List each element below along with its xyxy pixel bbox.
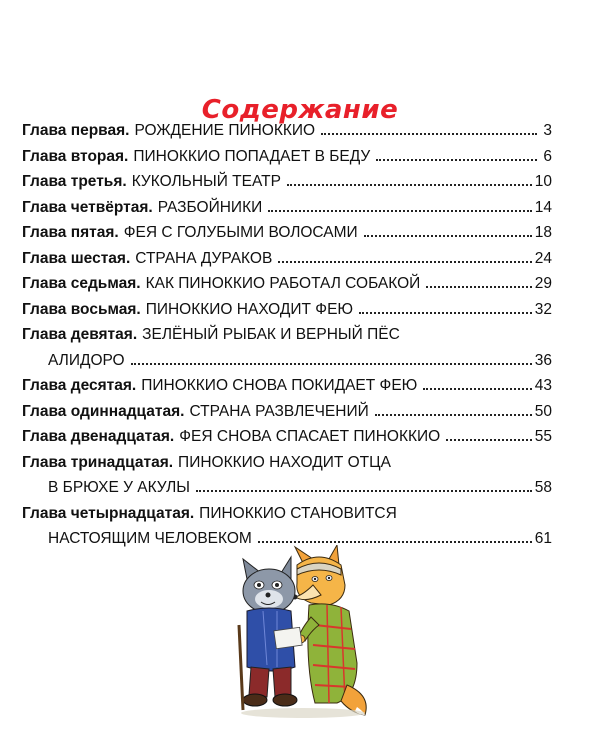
dot-leader (446, 439, 532, 441)
toc-entry (22, 450, 552, 476)
chapter-label: Глава тринадцатая. (22, 453, 174, 471)
dot-leader (287, 184, 532, 186)
dot-leader (376, 159, 537, 161)
dot-leader (321, 133, 537, 135)
toc-entry (22, 220, 552, 246)
chapter-page-number: 3 (543, 122, 552, 139)
chapter-page-number: 36 (534, 351, 552, 369)
dot-leader (268, 210, 532, 212)
dot-leader (131, 363, 532, 365)
chapter-title-continuation: В БРЮХЕ У АКУЛЫ (48, 479, 191, 496)
chapter-label: Глава двенадцатая. (22, 428, 175, 445)
chapter-page-number: 43 (534, 377, 552, 394)
chapter-title: СТРАНА РАЗВЛЕЧЕНИЙ (189, 402, 369, 420)
chapter-title-continuation: АЛИДОРО (48, 351, 125, 369)
toc-entry-continuation (22, 475, 552, 501)
chapter-page-number: 50 (534, 402, 552, 420)
fox-figure (293, 545, 367, 715)
dot-leader (258, 541, 532, 543)
toc-entry (22, 373, 552, 399)
chapter-label: Глава пятая. (22, 224, 119, 241)
chapter-label: Глава четырнадцатая. (22, 504, 195, 522)
chapter-title: ПИНОККИО НАХОДИТ ОТЦА (178, 453, 391, 471)
toc-entry (22, 169, 552, 195)
chapter-title: ПИНОККИО НАХОДИТ ФЕЮ (145, 300, 354, 318)
dot-leader (375, 414, 532, 416)
toc-entry (22, 297, 552, 323)
chapter-label: Глава восьмая. (22, 300, 141, 318)
toc-entry (22, 424, 552, 450)
chapter-page-number: 24 (534, 249, 552, 267)
chapter-title: КУКОЛЬНЫЙ ТЕАТР (131, 173, 281, 190)
chapter-label: Глава шестая. (22, 249, 131, 267)
chapter-page-number: 32 (534, 300, 552, 318)
toc-entry-continuation (22, 348, 552, 374)
illustration-svg (233, 545, 373, 720)
dot-leader (364, 235, 532, 237)
toc-entry (22, 246, 552, 272)
chapter-title: ЗЕЛЁНЫЙ РЫБАК И ВЕРНЫЙ ПЁС (142, 326, 400, 343)
toc-entry (22, 399, 552, 425)
chapter-page-number: 18 (534, 224, 552, 241)
chapter-title: ФЕЯ СНОВА СПАСАЕТ ПИНОККИО (179, 428, 441, 445)
chapter-title: РОЖДЕНИЕ ПИНОККИО (134, 122, 316, 139)
chapter-title: ПИНОККИО ПОПАДАЕТ В БЕДУ (133, 147, 371, 165)
chapter-label: Глава одиннадцатая. (22, 402, 185, 420)
chapter-page-number: 14 (534, 198, 552, 216)
table-of-contents (22, 118, 552, 552)
chapter-title: ПИНОККИО СТАНОВИТСЯ (199, 504, 397, 522)
chapter-label: Глава третья. (22, 173, 127, 190)
chapter-page-number: 10 (534, 173, 552, 190)
chapter-label: Глава вторая. (22, 147, 129, 165)
dot-leader (278, 261, 531, 263)
page-title: Содержание (201, 95, 399, 126)
chapter-title: ФЕЯ С ГОЛУБЫМИ ВОЛОСАМИ (123, 224, 358, 241)
chapter-title: ПИНОККИО СНОВА ПОКИДАЕТ ФЕЮ (141, 377, 418, 394)
chapter-title: РАЗБОЙНИКИ (157, 198, 263, 216)
chapter-label: Глава седьмая. (22, 275, 141, 292)
chapter-title: КАК ПИНОККИО РАБОТАЛ СОБАКОЙ (145, 275, 421, 292)
chapter-title-continuation: НАСТОЯЩИМ ЧЕЛОВЕКОМ (48, 530, 252, 547)
chapter-label: Глава десятая. (22, 377, 137, 394)
chapter-label: Глава девятая. (22, 326, 138, 343)
toc-entry (22, 501, 552, 527)
chapter-page-number: 6 (543, 147, 552, 165)
dot-leader (423, 388, 531, 390)
toc-entry (22, 144, 552, 170)
chapter-page-number: 29 (534, 275, 552, 292)
toc-entry (22, 322, 552, 348)
toc-entry (22, 195, 552, 221)
chapter-page-number: 61 (534, 530, 552, 547)
chapter-page-number: 58 (534, 479, 552, 496)
dot-leader (196, 490, 532, 492)
chapter-page-number: 55 (534, 428, 552, 445)
fox-and-cat-illustration (233, 545, 373, 720)
dot-leader (359, 312, 532, 314)
chapter-label: Глава первая. (22, 122, 130, 139)
dot-leader (426, 286, 531, 288)
chapter-title: СТРАНА ДУРАКОВ (135, 249, 273, 267)
toc-entry (22, 271, 552, 297)
toc-entry (22, 118, 552, 144)
chapter-label: Глава четвёртая. (22, 198, 153, 216)
